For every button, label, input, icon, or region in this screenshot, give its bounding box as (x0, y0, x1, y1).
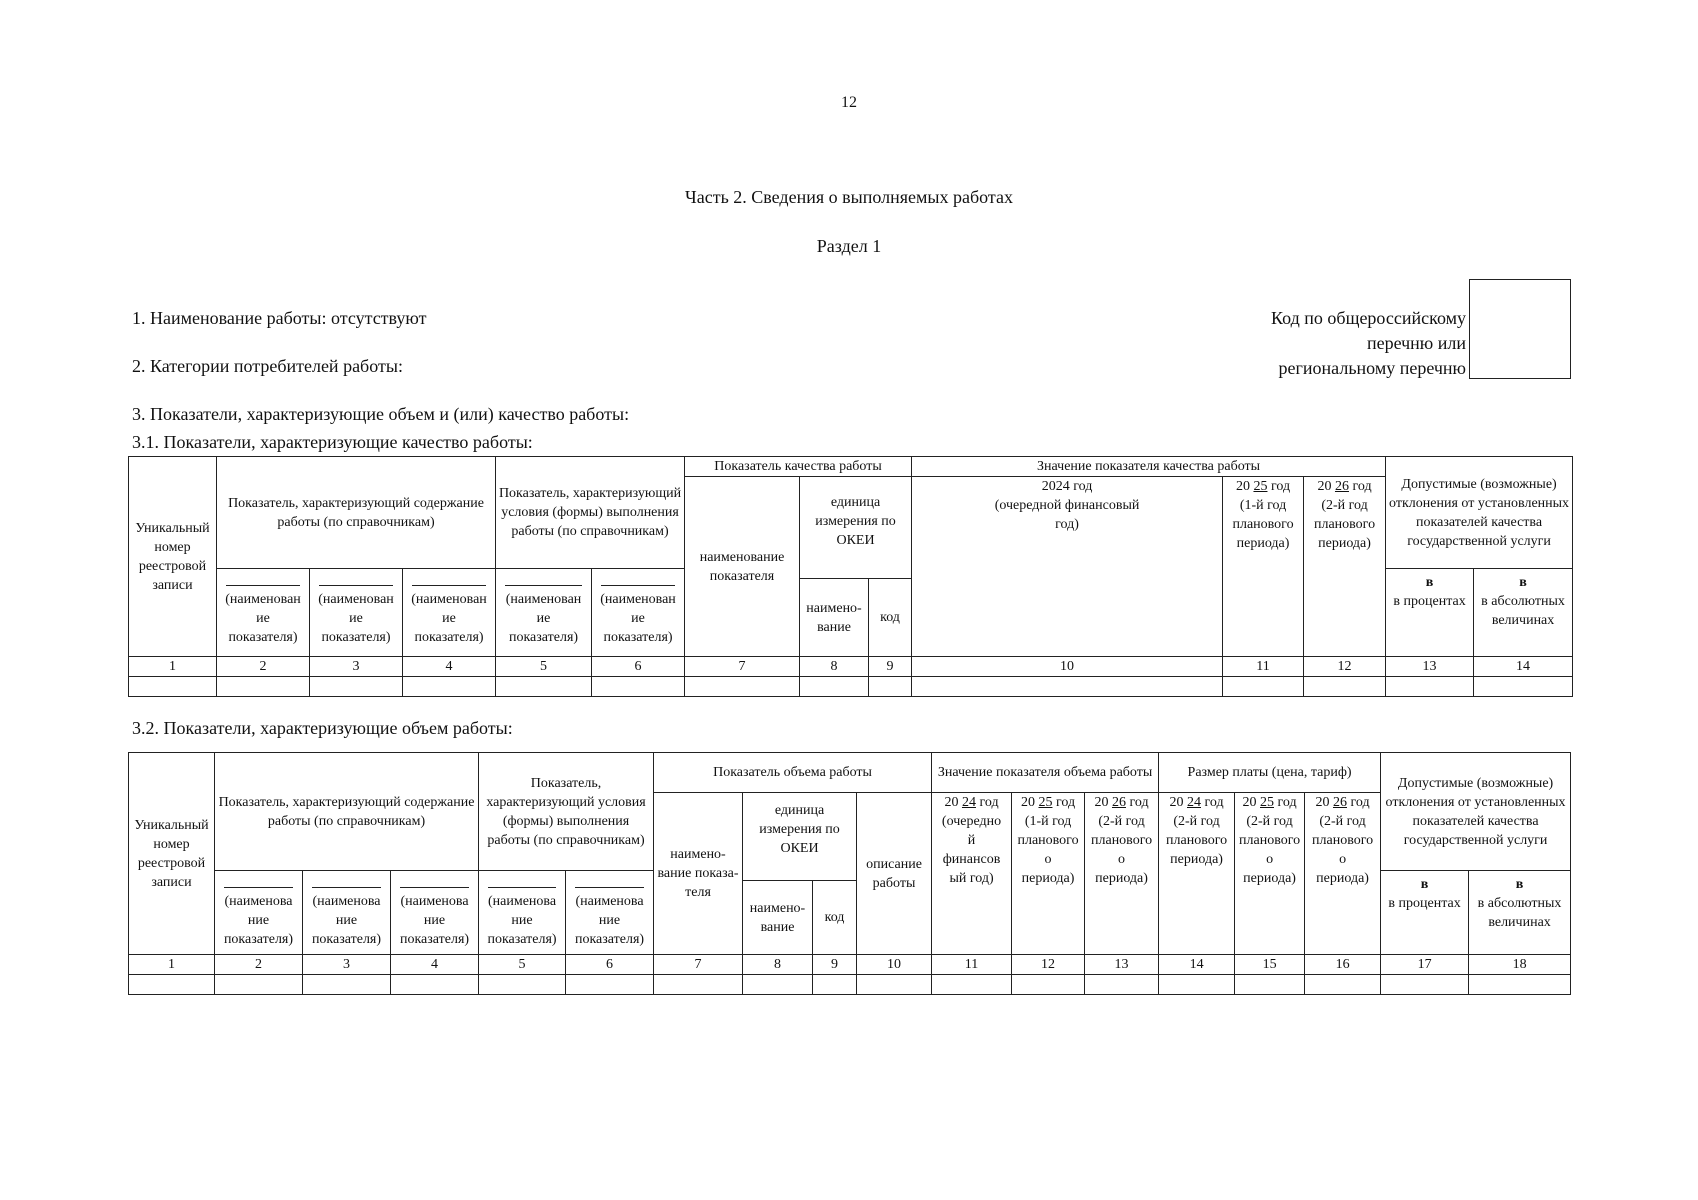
code-label: Код по общероссийскому перечню или региональному перечню (1271, 308, 1466, 378)
indicator-name-cell: (наименован ие показателя) (217, 569, 310, 657)
unit-name-header: наимено-вание (743, 881, 813, 955)
unit-name-header: наимено-вание (800, 579, 869, 657)
year-2024-header: 2024 год (очередной финансовый год) (912, 477, 1223, 657)
table-row (129, 677, 1573, 697)
part-title: Часть 2. Сведения о выполняемых работах (685, 187, 1013, 207)
column-numbers-row: 1 2 3 4 5 6 7 8 9 10 11 12 13 14 15 16 17 18 (129, 955, 1571, 975)
unique-number-header: Уникальный номер реестровой записи (129, 457, 217, 657)
unit-code-header: код (813, 881, 857, 955)
okei-unit-header: единица измерения по ОКЕИ (800, 477, 912, 579)
value-2024-header: 20 24 год (очередно й финансов ый год) (932, 793, 1012, 955)
deviation-absolute-header: в в абсолютных величинах (1474, 569, 1573, 657)
indicator-name-cell: (наименован ие показателя) (496, 569, 592, 657)
work-description-header: описание работы (857, 793, 932, 955)
volume-indicator-header: Показатель объема работы (654, 753, 932, 793)
content-indicator-header: Показатель, характеризующий содержание работы (по справочникам) (217, 457, 496, 569)
indicator-name-cell: (наименован ие показателя) (310, 569, 403, 657)
indicator-name-header: наименование показателя (685, 477, 800, 657)
quality-table (128, 456, 1573, 697)
column-numbers-row: 1 2 3 4 5 6 7 8 9 10 11 12 13 14 (129, 657, 1573, 677)
deviation-header: Допустимые (возможные) отклонения от установленных показателей качества государственной услуги (1381, 753, 1571, 871)
content-indicator-header: Показатель, характеризующий содержание работы (по справочникам) (215, 753, 479, 871)
value-2025-header: 20 25 год (1-й год планового о периода) (1012, 793, 1085, 955)
consumer-categories: 2. Категории потребителей работы: (132, 356, 403, 376)
table-row (129, 975, 1571, 995)
work-name: 1. Наименование работы: отсутствуют (132, 308, 427, 328)
okei-unit-header: единица измерения по ОКЕИ (743, 793, 857, 881)
indicator-name-cell: (наименован ие показателя) (403, 569, 496, 657)
quality-indicator-header: Показатель качества работы (685, 457, 912, 477)
deviation-percent-header: в в процентах (1386, 569, 1474, 657)
indicator-name-cell: (наименова ние показателя) (566, 871, 654, 955)
fee-2025-header: 20 25 год (2-й год планового о периода) (1235, 793, 1305, 955)
page-number: 12 (841, 94, 857, 111)
deviation-header: Допустимые (возможные) отклонения от установленных показателей качества государственной услуги (1386, 457, 1573, 569)
conditions-indicator-header: Показатель, характеризующий условия (формы) выполнения работы (по справочникам) (496, 457, 685, 569)
volume-indicators-heading: 3.2. Показатели, характеризующие объем работы: (132, 718, 513, 738)
unique-number-header: Уникальный номер реестровой записи (129, 753, 215, 955)
indicator-name-cell: (наименован ие показателя) (592, 569, 685, 657)
fee-2026-header: 20 26 год (2-й год планового о периода) (1305, 793, 1381, 955)
quality-indicators-heading: 3.1. Показатели, характеризующие качество работы: (132, 432, 533, 452)
conditions-indicator-header: Показатель, характеризующий условия (формы) выполнения работы (по справочникам) (479, 753, 654, 871)
quality-value-header: Значение показателя качества работы (912, 457, 1386, 477)
volume-table (128, 752, 1571, 995)
unit-code-header: код (869, 579, 912, 657)
year-2025-header: 20 25 год (1-й год планового периода) (1223, 477, 1304, 657)
deviation-absolute-header: в в абсолютных величинах (1469, 871, 1571, 955)
fee-header: Размер платы (цена, тариф) (1159, 753, 1381, 793)
indicator-name-cell: (наименова ние показателя) (215, 871, 303, 955)
registry-code-box (1469, 279, 1571, 379)
volume-value-header: Значение показателя объема работы (932, 753, 1159, 793)
indicator-name-cell: (наименова ние показателя) (479, 871, 566, 955)
indicator-name-cell: (наименова ние показателя) (303, 871, 391, 955)
indicators-heading: 3. Показатели, характеризующие объем и (или) качество работы: (132, 404, 630, 424)
section-title: Раздел 1 (816, 236, 882, 256)
fee-2024-header: 20 24 год (2-й год планового периода) (1159, 793, 1235, 955)
value-2026-header: 20 26 год (2-й год планового о периода) (1085, 793, 1159, 955)
indicator-name-header: наимено-вание показа-теля (654, 793, 743, 955)
indicator-name-cell: (наименова ние показателя) (391, 871, 479, 955)
deviation-percent-header: в в процентах (1381, 871, 1469, 955)
year-2026-header: 20 26 год (2-й год планового периода) (1304, 477, 1386, 657)
